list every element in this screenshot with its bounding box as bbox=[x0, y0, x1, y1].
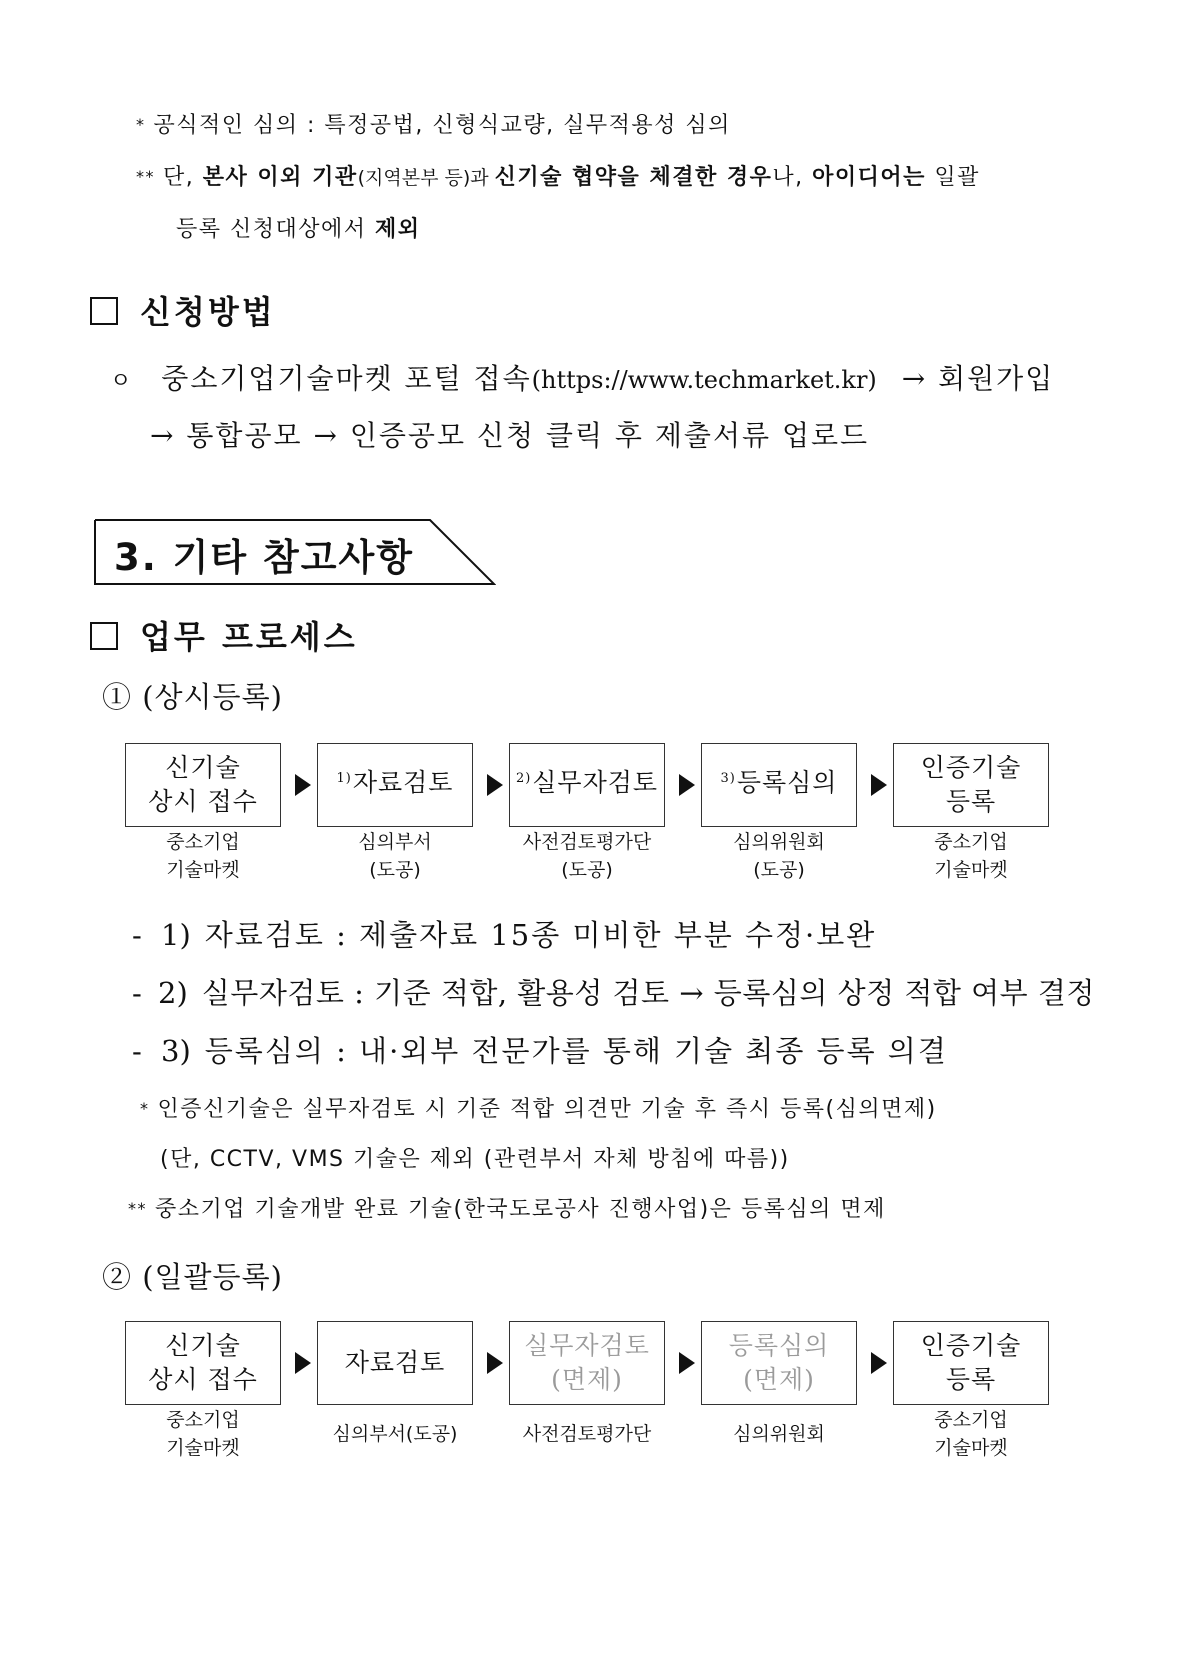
label-line: (도공) bbox=[369, 859, 421, 881]
process-heading bbox=[90, 612, 358, 658]
item-dash: - bbox=[132, 1034, 144, 1068]
note-text: 일괄 bbox=[925, 165, 980, 190]
flow2-step-registration-review-exempt bbox=[701, 1321, 857, 1405]
flow1-step-document-review bbox=[317, 743, 473, 827]
flow2-step-label bbox=[893, 1406, 1049, 1462]
flow1-step-submit bbox=[125, 743, 281, 827]
flow1-item-3 bbox=[132, 1029, 948, 1070]
flow2-step-practitioner-review-exempt bbox=[509, 1321, 665, 1405]
flow1-step-label bbox=[701, 828, 857, 884]
note-text: (지역본부 등)과 bbox=[357, 167, 495, 189]
step-line: 실무자검토 bbox=[524, 1331, 650, 1360]
step-line: 신기술 bbox=[165, 1331, 241, 1360]
note-marker: * bbox=[140, 1099, 150, 1118]
arrow-right-icon bbox=[871, 774, 887, 796]
arrow-right-icon bbox=[487, 774, 503, 796]
flow1-step-practitioner-review bbox=[509, 743, 665, 827]
note-emphasis: 본사 이외 기관 bbox=[202, 165, 358, 190]
step-line: (면제) bbox=[551, 1365, 623, 1394]
note-marker: ** bbox=[136, 167, 155, 186]
step-line: 등록 bbox=[945, 1365, 997, 1394]
flow2-step-certified-registration bbox=[893, 1321, 1049, 1405]
apply-heading bbox=[90, 287, 276, 333]
flow1-item-1 bbox=[132, 913, 876, 954]
flow1-step-label bbox=[893, 828, 1049, 884]
step-footnote: 1) bbox=[336, 770, 352, 786]
item-number: 3) bbox=[161, 1034, 191, 1068]
item-number: 1) bbox=[161, 918, 191, 952]
techmarket-url: (https://www.techmarket.kr) bbox=[531, 366, 877, 394]
arrow-right-icon bbox=[679, 1352, 695, 1374]
item-dash: - bbox=[132, 918, 144, 952]
step-footnote: 3) bbox=[720, 770, 736, 786]
label-line: 기술마켓 bbox=[934, 859, 1008, 881]
flow1-note-1 bbox=[140, 1092, 937, 1123]
flow2-step-label bbox=[701, 1420, 857, 1448]
note-text: 중소기업 기술개발 완료 기술(한국도로공사 진행사업)은 등록심의 면제 bbox=[155, 1197, 886, 1222]
step-line: 자료검토 bbox=[352, 767, 454, 797]
flow2-step-label bbox=[499, 1420, 675, 1448]
label-line: 중소기업 bbox=[166, 831, 240, 853]
top-note-2 bbox=[136, 160, 980, 191]
label-line: 심의부서(도공) bbox=[332, 1423, 458, 1445]
apply-line-2: → 통합공모 → 인증공모 신청 클릭 후 제출서류 업로드 bbox=[150, 419, 870, 452]
label-line: 기술마켓 bbox=[166, 859, 240, 881]
heading-text: 업무 프로세스 bbox=[140, 618, 358, 656]
note-text: 나, bbox=[772, 165, 813, 190]
heading-text: 신청방법 bbox=[140, 293, 276, 331]
note-text: 등록 신청대상에서 bbox=[176, 217, 376, 242]
step-line: 자료검토 bbox=[344, 1348, 446, 1377]
arrow-right-icon bbox=[295, 774, 311, 796]
step-line: (면제) bbox=[743, 1365, 815, 1394]
note-emphasis: 제외 bbox=[375, 217, 421, 242]
flow2-step-label bbox=[125, 1406, 281, 1462]
item-text: 등록심의 : 내·외부 전문가를 통해 기술 최종 등록 의결 bbox=[204, 1034, 948, 1068]
flow2-step-label bbox=[307, 1420, 483, 1448]
flow2-step-submit bbox=[125, 1321, 281, 1405]
label-line: 심의부서 bbox=[358, 831, 432, 853]
step-line: 인증기술 bbox=[920, 753, 1022, 782]
flow2-step-document-review bbox=[317, 1321, 473, 1405]
label-line: (도공) bbox=[561, 859, 613, 881]
flow2-title: ② (일괄등록) bbox=[102, 1260, 283, 1294]
flow1-step-certified-registration bbox=[893, 743, 1049, 827]
label-line: 기술마켓 bbox=[166, 1437, 240, 1459]
note-emphasis: 신기술 협약을 체결한 경우 bbox=[494, 165, 773, 190]
top-note-2-line2 bbox=[176, 212, 421, 243]
step-line: 등록심의 bbox=[728, 1331, 830, 1360]
top-note-1 bbox=[136, 108, 731, 139]
note-text: 인증신기술은 실무자검토 시 기준 적합 의견만 기술 후 즉시 등록(심의면제) bbox=[157, 1097, 937, 1122]
step-line: 실무자검토 bbox=[532, 767, 659, 797]
arrow-right-icon bbox=[871, 1352, 887, 1374]
flow1-step-label bbox=[125, 828, 281, 884]
section-3-title: 3. 기타 참고사항 bbox=[114, 536, 415, 579]
label-line: 중소기업 bbox=[166, 1409, 240, 1431]
arrow-right-icon bbox=[295, 1352, 311, 1374]
arrow-right-icon bbox=[679, 774, 695, 796]
flow1-step-label bbox=[317, 828, 473, 884]
note-text: 단, bbox=[163, 165, 203, 190]
note-marker: ** bbox=[128, 1199, 147, 1218]
label-line: (도공) bbox=[753, 859, 805, 881]
step-line: 상시 접수 bbox=[148, 787, 258, 816]
step-footnote: 2) bbox=[515, 770, 532, 786]
note-emphasis: 아이디어는 bbox=[812, 165, 926, 190]
label-line: 사전검토평가단 bbox=[522, 831, 652, 853]
arrow-right-icon bbox=[487, 1352, 503, 1374]
apply-line-1 bbox=[110, 357, 1054, 397]
label-line: 중소기업 bbox=[934, 831, 1008, 853]
item-dash: - bbox=[132, 976, 143, 1010]
step-line: 상시 접수 bbox=[148, 1365, 258, 1394]
checkbox-square-icon bbox=[90, 297, 118, 325]
flow1-title: ① (상시등록) bbox=[102, 680, 283, 714]
item-text: 자료검토 : 제출자료 15종 미비한 부분 수정·보완 bbox=[204, 918, 877, 952]
flow1-step-label bbox=[509, 828, 665, 884]
note-marker: * bbox=[136, 115, 146, 134]
step-line: 등록심의 bbox=[736, 767, 838, 797]
label-line: 중소기업 bbox=[934, 1409, 1008, 1431]
label-line: 사전검토평가단 bbox=[522, 1423, 652, 1445]
apply-text: → 회원가입 bbox=[901, 362, 1055, 395]
item-number: 2) bbox=[158, 976, 188, 1010]
flow1-note-1-line2: (단, CCTV, VMS 기술은 제외 (관련부서 자체 방침에 따름)) bbox=[160, 1147, 790, 1172]
step-line: 등록 bbox=[945, 787, 997, 816]
flow1-step-registration-review bbox=[701, 743, 857, 827]
label-line: 심의위원회 bbox=[733, 1423, 825, 1445]
flow1-item-2 bbox=[132, 971, 1095, 1012]
checkbox-square-icon bbox=[90, 622, 118, 650]
step-line: 신기술 bbox=[165, 753, 241, 782]
label-line: 심의위원회 bbox=[733, 831, 825, 853]
flow1-note-2 bbox=[128, 1192, 886, 1223]
bullet-circle-icon: ㅇ bbox=[110, 369, 134, 394]
apply-text: 중소기업기술마켓 포털 접속 bbox=[161, 362, 532, 395]
item-text: 실무자검토 : 기준 적합, 활용성 검토 → 등록심의 상정 적합 여부 결정 bbox=[201, 976, 1095, 1010]
label-line: 기술마켓 bbox=[934, 1437, 1008, 1459]
note-text: 공식적인 심의 : 특정공법, 신형식교량, 실무적용성 심의 bbox=[153, 113, 731, 138]
step-line: 인증기술 bbox=[920, 1331, 1022, 1360]
